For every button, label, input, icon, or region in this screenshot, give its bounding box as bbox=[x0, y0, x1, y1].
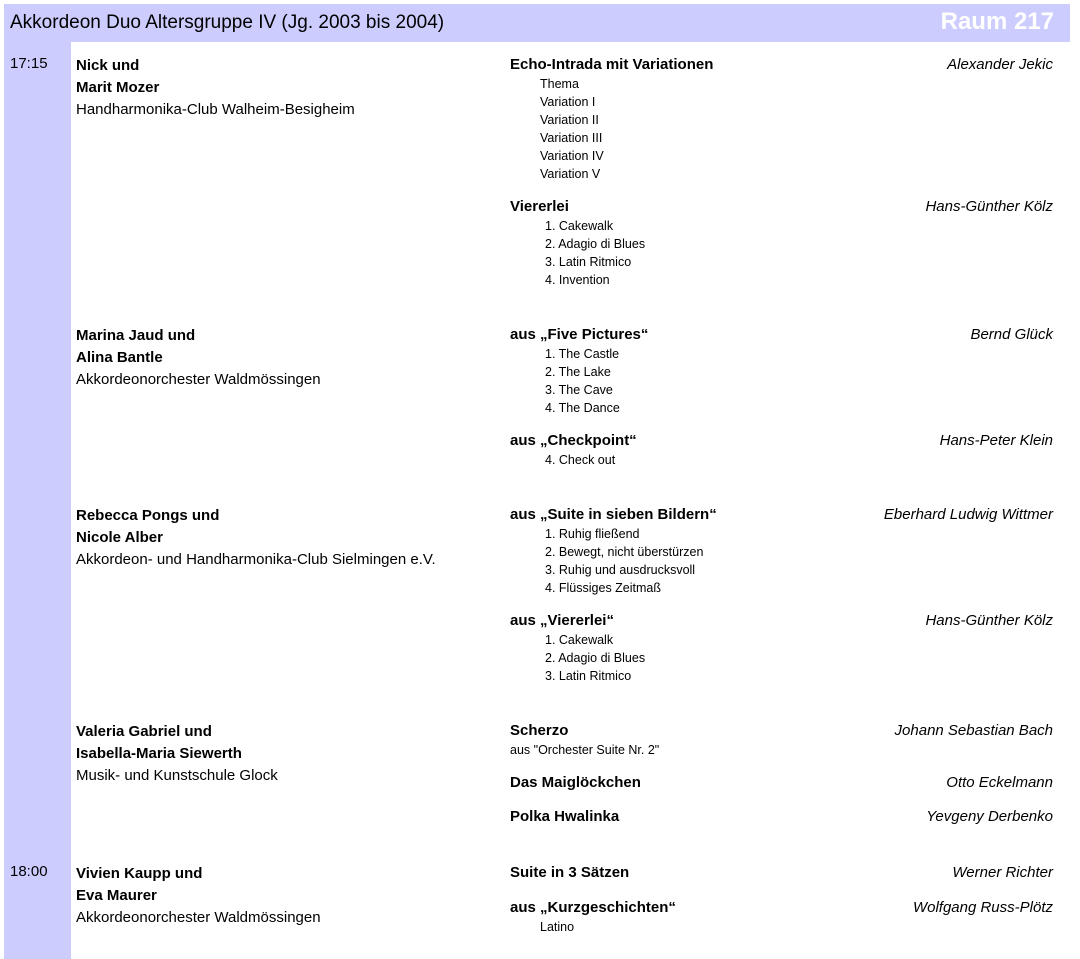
piece bbox=[510, 325, 1070, 417]
performer-name: Valeria Gabriel und bbox=[76, 723, 212, 740]
composer: Wolfgang Russ-Plötz bbox=[912, 899, 1053, 916]
composer: Hans-Günther Kölz bbox=[925, 612, 1053, 629]
performer-name: Marit Mozer bbox=[76, 79, 160, 96]
movement: 4. Check out bbox=[545, 453, 616, 467]
movement: 1. Ruhig fließend bbox=[545, 527, 640, 541]
movement: 4. The Dance bbox=[545, 401, 620, 415]
piece bbox=[510, 505, 1070, 597]
time-label: 18:00 bbox=[10, 863, 48, 880]
club-name: Handharmonika-Club Walheim-Besigheim bbox=[76, 101, 355, 118]
composer: Eberhard Ludwig Wittmer bbox=[883, 506, 1053, 523]
movement: 2. Bewegt, nicht überstürzen bbox=[545, 545, 704, 559]
movement: Variation III bbox=[540, 131, 603, 145]
performer-name: Nick und bbox=[76, 57, 140, 74]
piece-title: aus „Five Pictures“ bbox=[510, 326, 649, 343]
movement: Variation II bbox=[540, 113, 599, 127]
header-bar bbox=[4, 4, 1070, 42]
piece bbox=[510, 197, 1070, 289]
piece bbox=[510, 807, 1070, 827]
piece-title: aus „Checkpoint“ bbox=[510, 432, 637, 449]
movement: 4. Flüssiges Zeitmaß bbox=[545, 581, 662, 595]
piece-title: aus „Suite in sieben Bildern“ bbox=[510, 506, 717, 523]
performers bbox=[76, 505, 496, 571]
piece-title: Viererlei bbox=[510, 198, 569, 215]
composer: Yevgeny Derbenko bbox=[926, 808, 1053, 825]
piece bbox=[510, 773, 1070, 793]
room-label: Raum 217 bbox=[940, 8, 1054, 35]
composer: Johann Sebastian Bach bbox=[894, 722, 1053, 739]
movement: 3. The Cave bbox=[545, 383, 613, 397]
piece bbox=[510, 611, 1070, 685]
club-name: Musik- und Kunstschule Glock bbox=[76, 767, 278, 784]
performers bbox=[76, 721, 496, 787]
movement: 2. The Lake bbox=[545, 365, 611, 379]
performer-name: Alina Bantle bbox=[76, 349, 163, 366]
movement: Variation I bbox=[540, 95, 596, 109]
piece-title: aus „Kurzgeschichten“ bbox=[510, 899, 676, 916]
composer: Bernd Glück bbox=[970, 326, 1053, 343]
movement: Variation IV bbox=[540, 149, 604, 163]
piece bbox=[510, 55, 1070, 183]
composer: Otto Eckelmann bbox=[946, 774, 1053, 791]
piece bbox=[510, 863, 1070, 883]
performers bbox=[76, 55, 496, 121]
performer-name: Vivien Kaupp und bbox=[76, 865, 203, 882]
club-name: Akkordeonorchester Waldmössingen bbox=[76, 371, 321, 388]
piece-title: aus „Viererlei“ bbox=[510, 612, 614, 629]
movement: Variation V bbox=[540, 167, 601, 181]
performer-name: Rebecca Pongs und bbox=[76, 507, 220, 524]
movement: 1. Cakewalk bbox=[545, 633, 614, 647]
movement: 4. Invention bbox=[545, 273, 610, 287]
club-name: Akkordeon- und Handharmonika-Club Sielmingen e.V. bbox=[76, 551, 436, 568]
movement: Thema bbox=[540, 77, 579, 91]
movement: 3. Latin Ritmico bbox=[545, 669, 632, 683]
movement: 3. Ruhig und ausdrucksvoll bbox=[545, 563, 696, 577]
piece bbox=[510, 431, 1070, 469]
performer-name: Marina Jaud und bbox=[76, 327, 196, 344]
movement: 2. Adagio di Blues bbox=[545, 237, 646, 251]
performers bbox=[76, 863, 496, 929]
piece-title: Suite in 3 Sätzen bbox=[510, 864, 630, 881]
piece-title: Echo-Intrada mit Variationen bbox=[510, 56, 714, 73]
movement: aus "Orchester Suite Nr. 2" bbox=[510, 743, 660, 757]
time-label: 17:15 bbox=[10, 55, 48, 72]
performers bbox=[76, 325, 496, 391]
piece-title: Scherzo bbox=[510, 722, 569, 739]
movement: 1. Cakewalk bbox=[545, 219, 614, 233]
club-name: Akkordeonorchester Waldmössingen bbox=[76, 909, 321, 926]
composer: Alexander Jekic bbox=[947, 56, 1053, 73]
page-title: Akkordeon Duo Altersgruppe IV (Jg. 2003 bis 2004) bbox=[10, 12, 445, 33]
performer-name: Isabella-Maria Siewerth bbox=[76, 745, 242, 762]
time-column bbox=[4, 42, 71, 959]
piece bbox=[510, 721, 1070, 759]
movement: Latino bbox=[540, 920, 575, 934]
movement: 3. Latin Ritmico bbox=[545, 255, 632, 269]
piece bbox=[510, 898, 1070, 936]
composer: Werner Richter bbox=[952, 864, 1053, 881]
composer: Hans-Günther Kölz bbox=[925, 198, 1053, 215]
piece-title: Polka Hwalinka bbox=[510, 808, 620, 825]
composer: Hans-Peter Klein bbox=[939, 432, 1053, 449]
piece-title: Das Maiglöckchen bbox=[510, 774, 641, 791]
movement: 2. Adagio di Blues bbox=[545, 651, 646, 665]
performer-name: Nicole Alber bbox=[76, 529, 163, 546]
performer-name: Eva Maurer bbox=[76, 887, 157, 904]
movement: 1. The Castle bbox=[545, 347, 620, 361]
